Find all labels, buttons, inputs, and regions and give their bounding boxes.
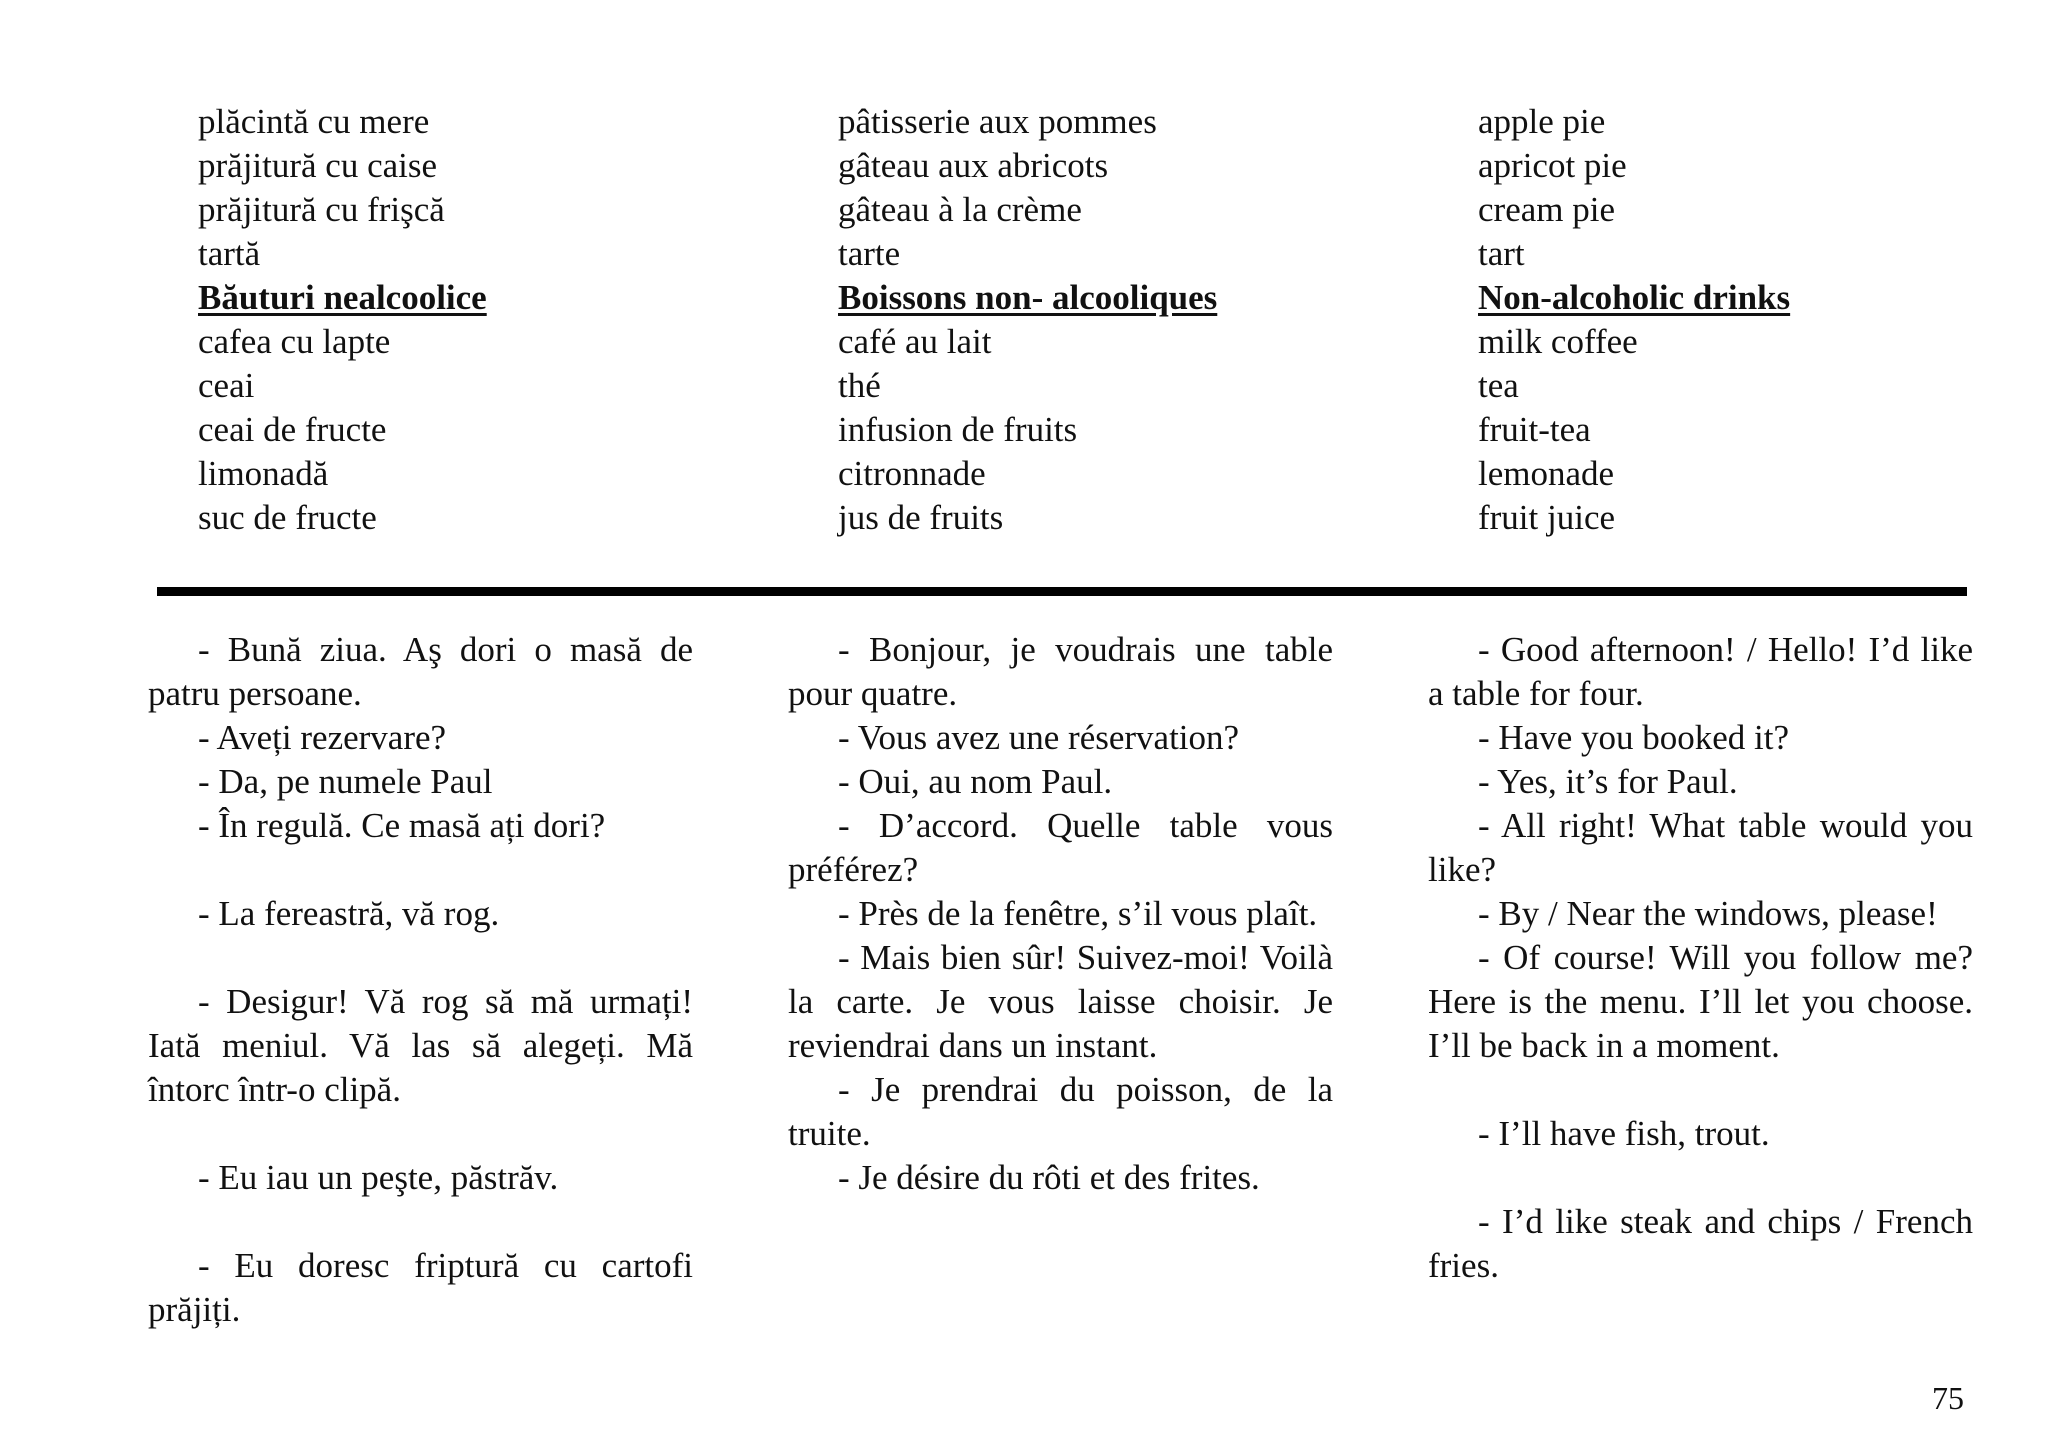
section-heading: Non-alcoholic drinks [1478,278,1791,317]
vocab-item: cafea cu lapte [198,322,391,361]
dialogue-line: - Desigur! Vă rog să mă urmați! Iată meniul. Vă las să alegeți. Mă întorc într-o clipă. [148,982,693,1109]
vocab-item: prăjitură cu caise [198,146,438,185]
dialogue-line: - By / Near the windows, please! [1478,894,1938,933]
dialogue-line: - Eu iau un peşte, păstrăv. [198,1158,559,1197]
vocab-item: tartă [198,234,261,273]
blank-line [1428,1068,1973,1112]
vocab-item: tea [1478,366,1519,405]
dialogue-line: - Oui, au nom Paul. [838,762,1113,801]
dialogue-line: - Mais bien sûr! Suivez-moi! Voilà la carte. Je vous laisse choisir. Je reviendrai dans un instant. [788,938,1333,1065]
section-heading: Boissons non- alcooliques [838,278,1218,317]
blank-line [148,1112,693,1156]
dialogue-line: - Vous avez une réservation? [838,718,1240,757]
dialogue-line: - Près de la fenêtre, s’il vous plaît. [838,894,1318,933]
vocab-item: tarte [838,234,901,273]
vocab-item: infusion de fruits [838,410,1078,449]
vocab-item: pâtisserie aux pommes [838,102,1157,141]
vocab-item: plăcintă cu mere [198,102,430,141]
vocab-item: apricot pie [1478,146,1627,185]
vocab-item: jus de fruits [838,498,1004,537]
vocab-item: ceai [198,366,255,405]
dialogue-line: - Da, pe numele Paul [198,762,493,801]
vocab-item: thé [838,366,881,405]
vocab-item: citronnade [838,454,986,493]
vocab-item: milk coffee [1478,322,1638,361]
dialogue-line: - Je prendrai du poisson, de la truite. [788,1070,1333,1153]
vocab-item: limonadă [198,454,329,493]
dialogue-line: - I’ll have fish, trout. [1478,1114,1770,1153]
page-number: 75 [1932,1380,1964,1416]
blank-line [1428,1156,1973,1200]
vocab-item: café au lait [838,322,992,361]
dialogue-line: - Have you booked it? [1478,718,1790,757]
dialogue-line: - Eu doresc friptură cu cartofi prăjiți. [148,1246,693,1329]
vocab-item: prăjitură cu frişcă [198,190,445,229]
vocab-item: apple pie [1478,102,1606,141]
vocab-item: cream pie [1478,190,1615,229]
vocab-item: gâteau aux abricots [838,146,1109,185]
vocab-item: suc de fructe [198,498,377,537]
dialogue-line: - Aveți rezervare? [198,718,447,757]
dialogue-line: - Good afternoon! / Hello! I’d like a table for four. [1428,630,1973,713]
vocab-item: lemonade [1478,454,1615,493]
dialogue-column-romanian [148,628,693,1332]
dialogue-line: - All right! What table would you like? [1428,806,1973,889]
blank-line [148,1200,693,1244]
dialogue-line: - I’d like steak and chips / French fries. [1428,1202,1973,1285]
dialogue-column-english [1428,628,1973,1288]
vocab-item: gâteau à la crème [838,190,1082,229]
dialogue-line: - Of course! Will you follow me? Here is the menu. I’ll let you choose. I’ll be back in a moment. [1428,938,1973,1065]
blank-line [148,936,693,980]
vocab-column-english [1478,100,2048,540]
section-heading: Băuturi nealcoolice [198,278,487,317]
blank-line [148,848,693,892]
horizontal-divider [157,587,1967,596]
vocab-item: fruit juice [1478,498,1616,537]
vocab-item: ceai de fructe [198,410,387,449]
dialogue-line: - Bonjour, je voudrais une table pour quatre. [788,630,1333,713]
dialogue-line: - În regulă. Ce masă ați dori? [198,806,606,845]
vocab-column-french [838,100,1438,540]
dialogue-line: - Yes, it’s for Paul. [1478,762,1738,801]
dialogue-line: - Bună ziua. Aş dori o masă de patru persoane. [148,630,693,713]
dialogue-line: - Je désire du rôti et des frites. [838,1158,1260,1197]
vocab-item: fruit-tea [1478,410,1591,449]
vocab-item: tart [1478,234,1525,273]
dialogue-column-french [788,628,1333,1200]
vocab-column-romanian [198,100,798,540]
dialogue-line: - La fereastră, vă rog. [198,894,500,933]
dialogue-line: - D’accord. Quelle table vous préférez? [788,806,1333,889]
